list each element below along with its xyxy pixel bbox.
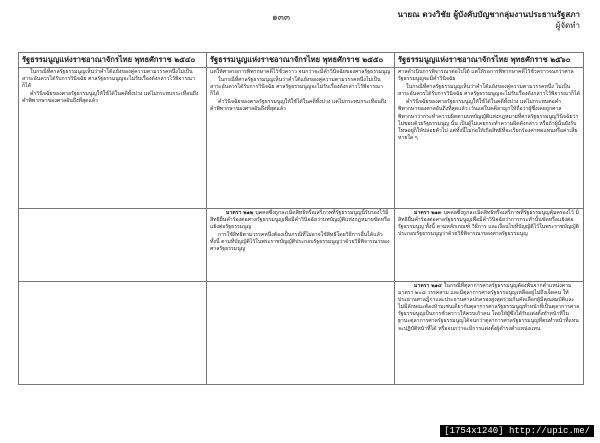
page-number: ๑๓๓ xyxy=(272,13,291,23)
paragraph: คำวินิจฉัยของศาลรัฐธรรมนูญให้ใช้ได้ในคดีทั้งปวง แต่ไม่กระทบกระเทือนถึงคำพิพากษาของศาลอันถึงที่สุดแล้ว xyxy=(22,91,199,105)
cell-2550 xyxy=(207,68,395,209)
article-text: ในกรณีที่ตุลาการศาลรัฐธรรมนูญต้องพ้นจากตำแหน่งตามมาตรา ๒๐๘ วรรคสาม และมีตุลาการศาลรัฐธรรมนูญเหลืออยู่ไม่ถึงเจ็ดคน ให้ประธานศาลฎีกาและประธานศาลปกครองสูงสุดร่วมกันคัดเลือกผู้มีคุณสมบัติและไม่มีลักษณะต้องห้ามเช่นเดียวกับตุลาการศาลรัฐธรรมนูญทำหน้าที่เป็นตุลาการศาลรัฐธรรมนูญเป็นการชั่วคราวให้ครบเก้าคน โดยให้ผู้ซึ่งได้รับแต่งตั้งทำหน้าที่ในฐานะตุลาการศาลรัฐธรรมนูญได้จนกว่าตุลาการศาลรัฐธรรมนูญที่ตนทำหน้าที่แทนจะปฏิบัติหน้าที่ได้ หรือจนกว่าจะมีการแต่งตั้งผู้ดำรงตำแหน่งแทน xyxy=(398,283,580,332)
article-number: มาตรา ๒๑๓ xyxy=(414,210,442,216)
article-number: มาตรา ๒๑๔ xyxy=(414,283,442,289)
paragraph: ในกรณีที่ศาลรัฐธรรมนูญเห็นว่าคำโต้แย้งของคู่ความตามวรรคหนึ่งไม่เป็นสาระอันควรได้รับการวินิจฉัย ศาลรัฐธรรมนูญจะไม่รับเรื่องดังกล่าวไว้พิจารณาก็ได้ xyxy=(210,77,383,98)
cell-2560 xyxy=(395,68,584,209)
cell-2550-empty xyxy=(207,282,395,385)
table-row xyxy=(19,209,584,282)
article-number: มาตรา ๒๑๒ xyxy=(226,210,254,216)
column-header-2540: รัฐธรรมนูญแห่งราชอาณาจักรไทย พุทธศักราช ๒๕๔๐ xyxy=(19,53,207,68)
cell-2560 xyxy=(395,209,584,282)
author-name: นายณ ดวงวิชัย ผู้บังคับบัญชากลุ่มงานประธานรัฐสภา xyxy=(397,10,580,19)
paragraph: ในกรณีที่ศาลรัฐธรรมนูญเห็นว่าคำโต้แย้งของคู่ความตามวรรคหนึ่ง ไม่เป็นสาระอันควรได้รับการวินิจฉัย ศาลรัฐธรรมนูญจะไม่รับเรื่องดังกล่าวไว้พิจารณาก็ได้ xyxy=(398,84,580,98)
image-source-watermark: [1754x1240] http://upic.me/ xyxy=(440,425,594,437)
comparison-table xyxy=(18,52,584,385)
table-header-row xyxy=(19,53,584,68)
paragraph xyxy=(398,283,580,333)
cell-2540 xyxy=(19,68,207,209)
article-text: บุคคลซึ่งถูกละเมิดสิทธิหรือเสรีภาพที่รัฐธรรมนูญนี้รับรองไว้มีสิทธิยื่นคำร้องต่อศาลรัฐธรรมนูญเพื่อมีคำวินิจฉัยว่าบทบัญญัติแห่งกฎหมายขัดหรือแย้งต่อรัฐธรรมนูญ xyxy=(210,210,390,231)
table-row xyxy=(19,282,584,385)
column-header-2560: รัฐธรรมนูญแห่งราชอาณาจักรไทย พุทธศักราช ๒๕๖๐ xyxy=(395,53,584,68)
column-header-2550: รัฐธรรมนูญแห่งราชอาณาจักรไทย พุทธศักราช ๒๕๕๐ xyxy=(207,53,395,68)
paragraph: แต่ให้ศาลรอการพิพากษาคดีไว้ชั่วคราว จนกว่าจะมีคำวินิจฉัยของศาลรัฐธรรมนูญ xyxy=(210,69,391,75)
author-role: ผู้จัดทำ xyxy=(555,21,580,30)
paragraph xyxy=(210,210,391,231)
paragraph: ในกรณีที่ศาลรัฐธรรมนูญเห็นว่าคำโต้แย้งของคู่ความตามวรรคหนึ่งไม่เป็นสาระอันควรได้รับการวินิจฉัย ศาลรัฐธรรมนูญจะไม่รับเรื่องดังกล่าวไว้พิจารณาก็ได้ xyxy=(22,69,195,90)
table-row xyxy=(19,68,584,209)
cell-2560 xyxy=(395,282,584,385)
paragraph xyxy=(398,210,580,238)
paragraph: คำวินิจฉัยของศาลรัฐธรรมนูญให้ใช้ได้ในคดีทั้งปวง แต่ไม่กระทบต่อคำพิพากษาของศาลอันถึงที่สุดแล้ว เว้นแต่ในคดีอาญาให้ถือว่าผู้ซึ่งเคยถูกศาลพิพากษาว่ากระทำความผิดตามบทบัญญัติแห่งกฎหมายที่ศาลรัฐธรรมนูญวินิจฉัยว่าไม่ชอบด้วยรัฐธรรมนูญ นั้น เป็นผู้ไม่เคยกระทำความผิดดังกล่าว หรือถ้าผู้นั้นยังรับโทษอยู่ก็ให้ปล่อยตัวไป แต่ทั้งนี้ไม่ก่อให้เกิดสิทธิที่จะเรียกร้องค่าทดแทนหรือค่าเสียหายใด ๆ xyxy=(398,99,579,141)
cell-2540-empty xyxy=(19,282,207,385)
cell-2550 xyxy=(207,209,395,282)
article-text: บุคคลซึ่งถูกละเมิดสิทธิหรือเสรีภาพที่รัฐธรรมนูญคุ้มครองไว้ มีสิทธิยื่นคำร้องต่อศาลรัฐธรรมนูญเพื่อมีคำวินิจฉัยว่าการกระทำนั้นขัดหรือแย้งต่อรัฐธรรมนูญ ทั้งนี้ ตามหลักเกณฑ์ วิธีการ และเงื่อนไขที่บัญญัติไว้ในพระราชบัญญัติประกอบรัฐธรรมนูญว่าด้วยวิธีพิจารณาของศาลรัฐธรรมนูญ xyxy=(398,210,579,238)
paragraph: ศาลดำเนินการพิจารณาต่อไปได้ แต่ให้รอการพิพากษาคดีไว้ชั่วคราวจนกว่าศาลรัฐธรรมนูญจะมีคำวินิจฉัย xyxy=(398,69,574,83)
author-block xyxy=(397,9,580,31)
paragraph: คำวินิจฉัยของศาลรัฐธรรมนูญให้ใช้ได้ในคดีทั้งปวง แต่ไม่กระทบกระเทือนถึงคำพิพากษาของศาลอันถึงที่สุดแล้ว xyxy=(210,99,387,113)
cell-2540-empty xyxy=(19,209,207,282)
paragraph: การใช้สิทธิตามวรรคหนึ่งต้องเป็นกรณีที่ไม่อาจใช้สิทธิโดยวิธีการอื่นได้แล้ว ทั้งนี้ ตามที่บัญญัติไว้ในพระราชบัญญัติประกอบรัฐธรรมนูญว่าด้วยวิธีพิจารณาของศาลรัฐธรรมนูญ xyxy=(210,232,390,253)
